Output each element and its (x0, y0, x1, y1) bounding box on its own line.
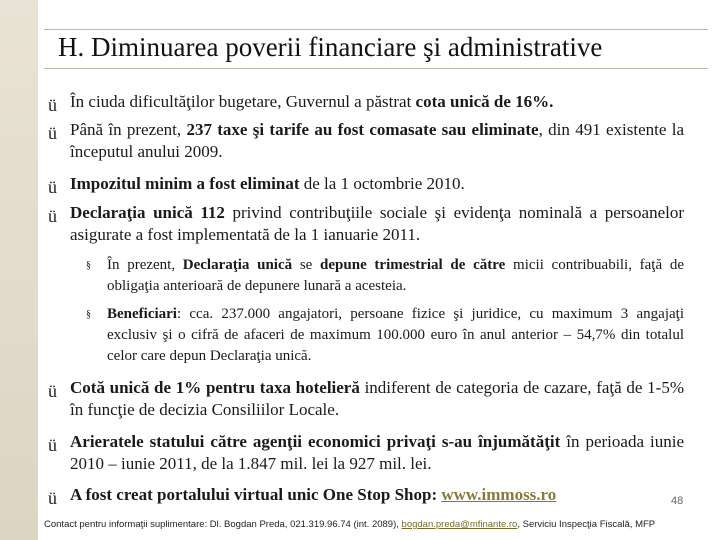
sub-bullet-text-2: Beneficiari: cca. 237.000 angajatori, persoane fizice şi juridice, cu maximum 3 angajaţi exclusiv şi o cifră de afaceri de maximum 100.000 euro în anul anterior – 54,7% din totalul celor care depun Declaraţia unică. (107, 306, 684, 364)
sub-bullet-text-1: În prezent, Declaraţia unică se depune trimestrial de către micii contribuabili, faţă de obligaţia anterioară de depunere lunară a acesteia. (107, 257, 684, 294)
bullet-text-3: Impozitul minim a fost eliminat de la 1 octombrie 2010. (70, 174, 465, 193)
square-bullet-icon: § (86, 260, 91, 271)
bullet-text-7: A fost creat portalului virtual unic One Stop Shop: www.immoss.ro (70, 485, 557, 504)
checkmark-icon: ü (48, 177, 57, 197)
decorative-side-bar (0, 0, 38, 540)
checkmark-icon: ü (48, 435, 57, 455)
footer-contact: Contact pentru informaţii suplimentare: Dl. Bogdan Preda, 021.319.96.74 (int. 2089), bogdan.preda@mfinante.ro, Serviciu Inspecţia Fiscală, MFP (44, 519, 656, 530)
checkmark-icon: ü (48, 95, 57, 115)
slide-title: H. Diminuarea poverii financiare şi administrative (58, 32, 603, 62)
bullet-text-5: Cotă unică de 1% pentru taxa hotelieră indiferent de categoria de cazare, faţă de 1-5% în funcţie de decizia Consiliilor Locale. (70, 378, 684, 419)
page-number: 48 (671, 495, 684, 507)
bullet-text-1: În ciuda dificultăţilor bugetare, Guvernul a păstrat cota unică de 16%. (70, 92, 554, 111)
square-bullet-icon: § (86, 309, 91, 320)
immoss-link[interactable]: www.immoss.ro (441, 485, 557, 504)
bullet-text-4: Declaraţia unică 112 privind contribuţiile sociale şi evidenţa nominală a persoanelor asigurate a fost implementată de la 1 ianuarie 2011. (70, 203, 685, 244)
checkmark-icon: ü (48, 488, 57, 508)
checkmark-icon: ü (48, 381, 57, 401)
checkmark-icon: ü (48, 206, 57, 226)
checkmark-icon: ü (48, 123, 57, 143)
email-link[interactable]: bogdan.preda@mfinante.ro (401, 519, 518, 530)
bullet-text-6: Arieratele statului către agenţii economici privaţi s-au înjumătăţit în perioada iunie 2010 – iunie 2011, de la 1.847 mil. lei la 927 mil. lei. (70, 432, 684, 473)
bullet-text-2: Până în prezent, 237 taxe şi tarife au fost comasate sau eliminate, din 491 existente la începutul anului 2009. (70, 120, 684, 161)
